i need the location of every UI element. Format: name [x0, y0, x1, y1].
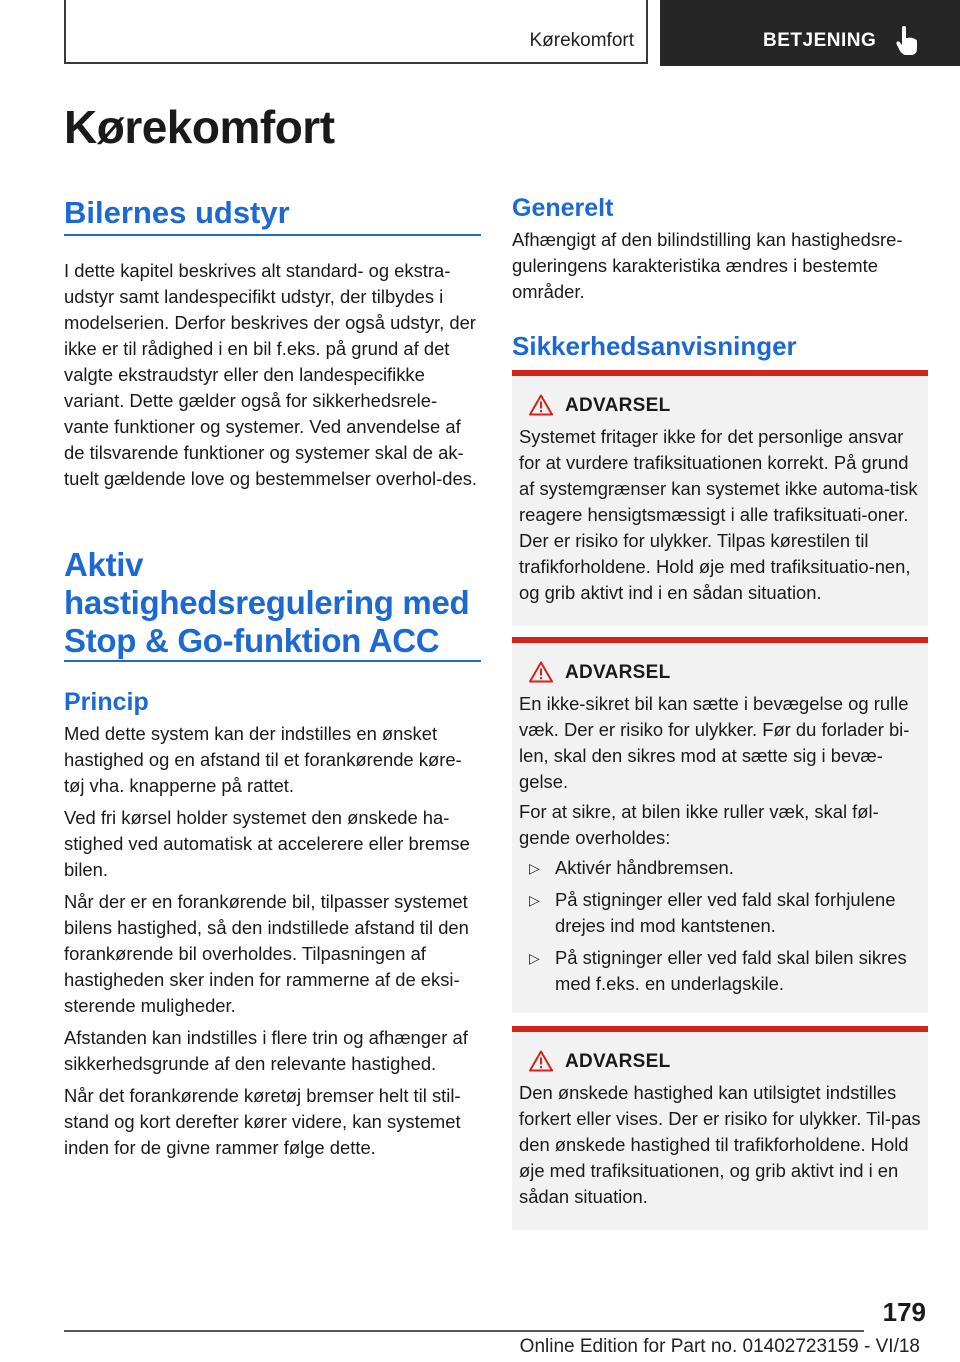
page-number: 179: [882, 1297, 926, 1327]
header-chapter-label: BETJENING: [763, 30, 877, 51]
triangle-bullet-icon: ▷: [529, 860, 540, 876]
header-chapter-tab: [660, 0, 960, 66]
principle-paragraph: Ved fri kørsel holder systemet den ønskede ha-stighed ved automatisk at accelerere eller bremse bilen.: [64, 807, 470, 880]
heading-principle: Princip: [64, 688, 149, 716]
equipment-paragraph: I dette kapitel beskrives alt standard- og ekstra-udstyr samt landespecifikt udstyr, der tilbydes i modelserien. Derfor beskrives der også udstyr, der ikke er til rådighed i en bil f.eks. på grund af det valgte ekstraudstyr eller den landespecifikke variant. Dette gælder også for sikkerhedsrele-vante funktioner og systemer. Ved anvendelse af de tilsvarende funktioner og systemer skal de ak-tuelt gældende love og bestemmelser overhol-des.: [64, 260, 477, 489]
principle-paragraph: Med dette system kan der indstilles en ønsket hastighed og en afstand til et forankørende køre-tøj vha. knapperne på rattet.: [64, 723, 462, 796]
hand-pointer-icon: [896, 26, 918, 56]
heading-equipment: Bilernes udstyr: [64, 195, 290, 230]
footer-edition: Online Edition for Part no. 01402723159 - VI/18: [519, 1336, 920, 1357]
warning-box: [512, 1026, 928, 1230]
principle-paragraph: Afstanden kan indstilles i flere trin og afhænger af sikkerhedsgrunde af den relevante hastighed.: [64, 1027, 468, 1074]
heading-rule: [64, 234, 481, 236]
warning-triangle-icon: [529, 1050, 553, 1072]
triangle-bullet-icon: ▷: [529, 950, 540, 966]
heading-general: Generelt: [512, 194, 614, 222]
header-section-label: Kørekomfort: [529, 30, 634, 51]
warning-text: Systemet fritager ikke for det personlige ansvar for at vurdere trafiksituationen korrekt. På grund af systemgrænser kan systemet ikke automa-tisk reagere hensigtsmæssigt i alle trafiksituati-oner. Der er risiko for ulykker. Tilpas kørestilen til trafikforholdene. Hold øje med trafiksituatio-nen, og grib aktivt ind i en sådan situation.: [519, 426, 918, 603]
heading-acc: Aktiv hastighedsregulering med Stop & Go-funktion ACC: [64, 546, 470, 659]
warning-triangle-icon: [529, 394, 553, 416]
principle-paragraph: Når det forankørende køretøj bremser helt til stil-stand og kort derefter kører videre, kan systemet inden for de givne rammer følge dette.: [64, 1085, 461, 1158]
list-item: ▷ Aktivér håndbremsen.: [519, 855, 922, 881]
heading-rule: [64, 660, 481, 662]
warning-box: [512, 637, 928, 1013]
warning-label: ADVARSEL: [565, 395, 671, 416]
warning-triangle-icon: [529, 661, 553, 683]
warning-box: [512, 370, 928, 626]
page-title: Kørekomfort: [64, 101, 335, 153]
triangle-bullet-icon: ▷: [529, 892, 540, 908]
warning-list: [519, 855, 922, 997]
general-paragraph: Afhængigt af den bilindstilling kan hastighedsre-guleringens karakteristika ændres i bestemte områder.: [512, 229, 903, 302]
principle-paragraph: Når der er en forankørende bil, tilpasser systemet bilens hastighed, så den indstillede afstand til den forankørende bil overholdes. Tilpasningen af hastigheden sker inden for rammerne af de eksi-sterende muligheder.: [64, 891, 469, 1016]
header-section-tab: [64, 0, 648, 64]
list-item: ▷ På stigninger eller ved fald skal bilen sikres med f.eks. en underlagskile.: [529, 947, 907, 994]
warning-text: Den ønskede hastighed kan utilsigtet indstilles forkert eller vises. Der er risiko for ulykker. Til-pas den ønskede hastighed til trafikforholdene. Hold øje med trafiksituationen, og grib aktivt ind i en sådan situation.: [519, 1082, 921, 1207]
heading-safety: Sikkerhedsanvisninger: [512, 331, 797, 361]
warning-text: For at sikre, at bilen ikke ruller væk, skal føl-gende overholdes:: [519, 801, 879, 848]
warning-label: ADVARSEL: [565, 1051, 671, 1072]
footer-rule: [64, 1330, 864, 1332]
warning-text: En ikke-sikret bil kan sætte i bevægelse og rulle væk. Der er risiko for ulykker. Før du forlader bi-len, skal den sikres mod at sætte sig i bevæ-gelse.: [519, 693, 910, 792]
warning-label: ADVARSEL: [565, 662, 671, 683]
list-item: ▷ På stigninger eller ved fald skal forhjulene drejes ind mod kantstenen.: [529, 889, 896, 936]
